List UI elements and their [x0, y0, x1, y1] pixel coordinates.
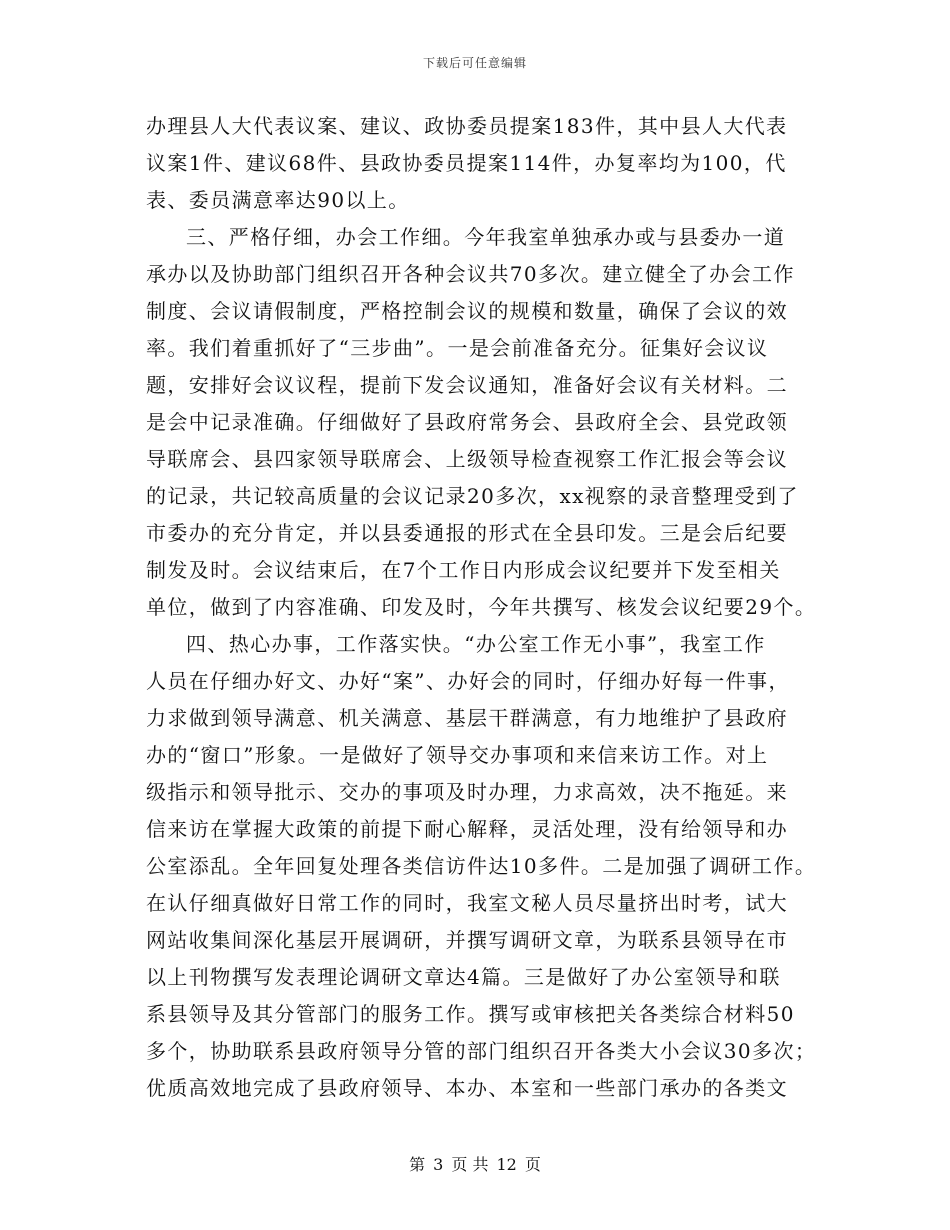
text-line: 承办以及协助部门组织召开各种会议共70多次。建立健全了办会工作: [146, 262, 795, 286]
document-body: [146, 108, 826, 1107]
section-heading-line: 四、热心办事，工作落实快。“办公室工作无小事”，我室工作: [186, 632, 766, 656]
page-middle: 页 共: [451, 1155, 489, 1174]
text-line: 以上刊物撰写发表理论调研文章达4篇。三是做好了办公室领导和联: [146, 965, 781, 989]
text-line: 人员在仔细办好文、办好“案”、办好会的同时，仔细办好每一件事，: [146, 669, 790, 693]
header-note: 下载后可任意编辑: [422, 56, 527, 70]
text-line: 单位，做到了内容准确、印发及时，今年共撰写、核发会议纪要29个。: [146, 595, 817, 619]
text-line: 的记录，共记较高质量的会议记录20多次，xx视察的录音整理受到了: [146, 484, 799, 508]
text-line: 表、委员满意率达90以上。: [146, 188, 410, 212]
text-line: 优质高效地完成了县政府领导、本办、本室和一些部门承办的各类文: [146, 1076, 788, 1100]
text-line: 市委办的充分肯定，并以县委通报的形式在全县印发。三是会后纪要: [146, 521, 788, 545]
text-line: 级指示和领导批示、交办的事项及时办理，力求高效，决不拖延。来: [146, 780, 788, 804]
text-line: 公室添乱。全年回复处理各类信访件达10多件。二是加强了调研工作。: [146, 854, 817, 878]
text-line: 办理县人大代表议案、建议、政协委员提案183件，其中县人大代表: [146, 114, 788, 138]
text-line: 率。我们着重抓好了“三步曲”。一是会前准备充分。征集好会议议: [146, 336, 769, 360]
text-line: 办的“窗口”形象。一是做好了领导交办事项和来信来访工作。对上: [146, 743, 769, 767]
page-number-footer: [0, 1152, 950, 1175]
page-suffix: 页: [524, 1155, 541, 1174]
text-line: 议案1件、建议68件、县政协委员提案114件，办复率均为100，代: [146, 151, 787, 175]
page-prefix: 第: [409, 1155, 426, 1174]
text-line: 制度、会议请假制度，严格控制会议的规模和数量，确保了会议的效: [146, 299, 788, 323]
text-line: 制发及时。会议结束后，在7个工作日内形成会议纪要并下发至相关: [146, 558, 781, 582]
text-line: 导联席会、县四家领导联席会、上级领导检查视察工作汇报会等会议: [146, 447, 788, 471]
total-page-count: 12: [496, 1155, 517, 1174]
text-line: 在认仔细真做好日常工作的同时，我室文秘人员尽量挤出时考，试大: [146, 891, 788, 915]
current-page-number: 3: [433, 1155, 444, 1174]
text-line: 题，安排好会议议程，提前下发会议通知，准备好会议有关材料。二: [146, 373, 788, 397]
text-line: 是会中记录准确。仔细做好了县政府常务会、县政府全会、县党政领: [146, 410, 788, 434]
text-line: 网站收集间深化基层开展调研，并撰写调研文章，为联系县领导在市: [146, 928, 788, 952]
text-line: 系县领导及其分管部门的服务工作。撰写或审核把关各类综合材料50: [146, 1002, 795, 1026]
text-line: 力求做到领导满意、机关满意、基层干群满意，有力地维护了县政府: [146, 706, 788, 730]
text-line: 信来访在掌握大政策的前提下耐心解释，灵活处理，没有给领导和办: [146, 817, 788, 841]
text-line: 多个，协助联系县政府领导分管的部门组织召开各类大小会议30多次；: [146, 1039, 817, 1063]
section-heading-line: 三、严格仔细，办会工作细。今年我室单独承办或与县委办一道: [186, 225, 786, 249]
